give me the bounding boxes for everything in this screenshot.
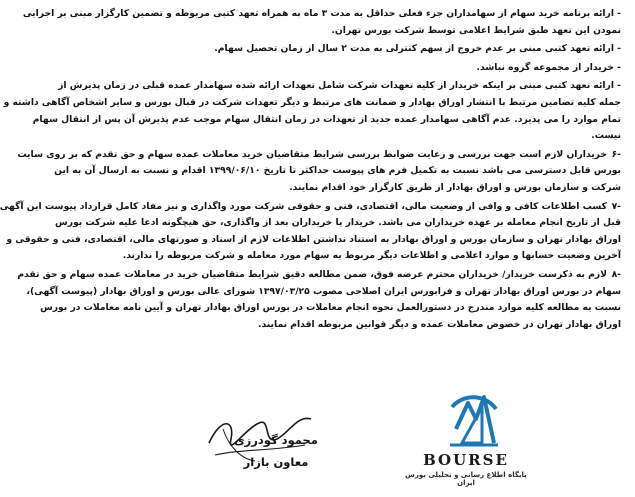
paragraph-line: بورس قابل دسترسی می باشد نسبت به تکمیل فرم های پیوست حداکثر تا تاریخ ۱۳۹۹/۰۶/۱۰ اقدام و نسبت به ارسال آن به این <box>54 165 621 177</box>
paragraph-line: نیست. <box>591 130 621 142</box>
line-text: لازم به ذکرست خریدار/ خریداران محترم عرضه فوق، ضمن مطالعه دقیق شرایط متقاضیان خرید در معاملات عمده سهام و حق تقدم <box>17 268 607 280</box>
paragraph <box>22 6 621 39</box>
paragraph-line: - ارائه تعهد کتبی مبنی بر اینکه خریدار از کلیه تعهدات شرکت شامل تعهدات ارائه شده سهامدار عمده قبلی در زمان پذیرش از <box>58 80 621 92</box>
signatory-title: معاون بازار <box>243 455 309 469</box>
paragraph-line: - ارائه تعهد کتبی مبنی بر عدم خروج از سهم کنترلی به مدت ۲ سال از زمان تحصیل سهام. <box>214 43 621 55</box>
document-body <box>0 6 621 335</box>
logo-subtitle: پایگاه اطلاع رسانی و تحلیلی بورس ایران <box>405 471 527 487</box>
signatory <box>231 429 321 473</box>
paragraph-line <box>17 147 621 164</box>
paragraph <box>65 41 621 58</box>
item-number: -۷ <box>611 200 621 212</box>
paragraph-line: نمودن این تعهد طبق شرایط اعلامی توسط شرکت بورس تهران. <box>331 24 621 36</box>
paragraph <box>3 78 621 144</box>
line-text: خریداران لازم است جهت بررسی و رعایت ضوابط بررسی شرایط متقاضیان خرید معاملات عمده سهام و حق تقدم که بر روی سایت <box>17 148 607 160</box>
paragraph <box>0 199 621 265</box>
paragraph-line: قبل از تاریخ انجام معامله بر عهده خریداران می باشد. خریدار یا خریداران بعد از واگذاری، حق هیچگونه ادعا علیه شرکت بورس <box>55 217 621 229</box>
paragraph-line: جمله کلیه تضامین مرتبط با انتشار اوراق بهادار و ضمانت های مرتبط و دیگر تعهدات شرکت در قبال بورس و سایر اشخاص آگاهی داشته و <box>3 96 621 108</box>
paragraph-line <box>0 199 621 216</box>
paragraph-line: شرکت و سازمان بورس و اوراق بهادار از طریق کارگزار خود اقدام نمایند. <box>289 181 621 193</box>
line-text: کسب اطلاعات کافی و وافی از وضعیت مالی، اقتصادی، فنی و حقوقی شرکت مورد واگذاری و نیز مفاد کامل قرارداد پیوست این آگهی <box>0 200 607 212</box>
page-footer <box>51 389 635 497</box>
paragraph-line <box>17 267 621 284</box>
paragraph-line: تمام موارد را می پذیرد. عدم آگاهی سهامدار عمده جدید از تعهدات در زمان انتقال سهام موجب عدم پذیرش آن پس از انتقال سهام <box>32 113 621 125</box>
paragraph <box>65 60 621 77</box>
paragraph-line: - خریدار از مجموعه گروه نباشد. <box>476 61 621 73</box>
item-number: -۸ <box>611 268 621 280</box>
signatory-name: محمود گودرزی <box>234 433 318 447</box>
paragraph-line: سهام در بورس اوراق بهادار تهران و فرابورس ایران اصلاحی مصوب ۱۳۹۷/۰۳/۲۵ شورای عالی بورس و اوراق بهادار (پیوست آگهی)، <box>26 285 621 297</box>
paragraph-line: - ارائه برنامه خرید سهام از سهامداران جزء فعلی حداقل به مدت ۳ ماه به همراه تعهد کتبی مربوطه و تضمین کارگزار مبنی بر اجرایی <box>22 8 621 19</box>
paragraph-line: نسبت به مطالعه کلیه موارد مندرج در دستورالعمل نحوه انجام معاملات در بورس اوراق بهادار تهران و آیین نامه معاملات در بورس <box>40 302 621 314</box>
paragraph-line: اوراق بهادار تهران و سازمان بورس و اوراق بهادار به استناد نداشتن اطلاعات لازم از اسناد و صورتهای مالی، اقتصادی، فنی و حقوقی و <box>6 233 621 245</box>
paragraph-line: آخرین وضعیت حسابها و موارد اعلامی و اطلاعات دیگر مربوط به سهام مورد معامله و شرکت مربوطه را ندارند. <box>122 250 621 262</box>
paragraph <box>17 267 621 333</box>
logo-wordmark: BOURSE <box>423 451 509 469</box>
paragraph <box>17 147 621 197</box>
item-number: -۶ <box>611 148 621 160</box>
paragraph-line: اوراق بهادار تهران در خصوص معاملات عمده و دیگر قوانین مربوطه اقدام نمایند. <box>258 318 621 330</box>
